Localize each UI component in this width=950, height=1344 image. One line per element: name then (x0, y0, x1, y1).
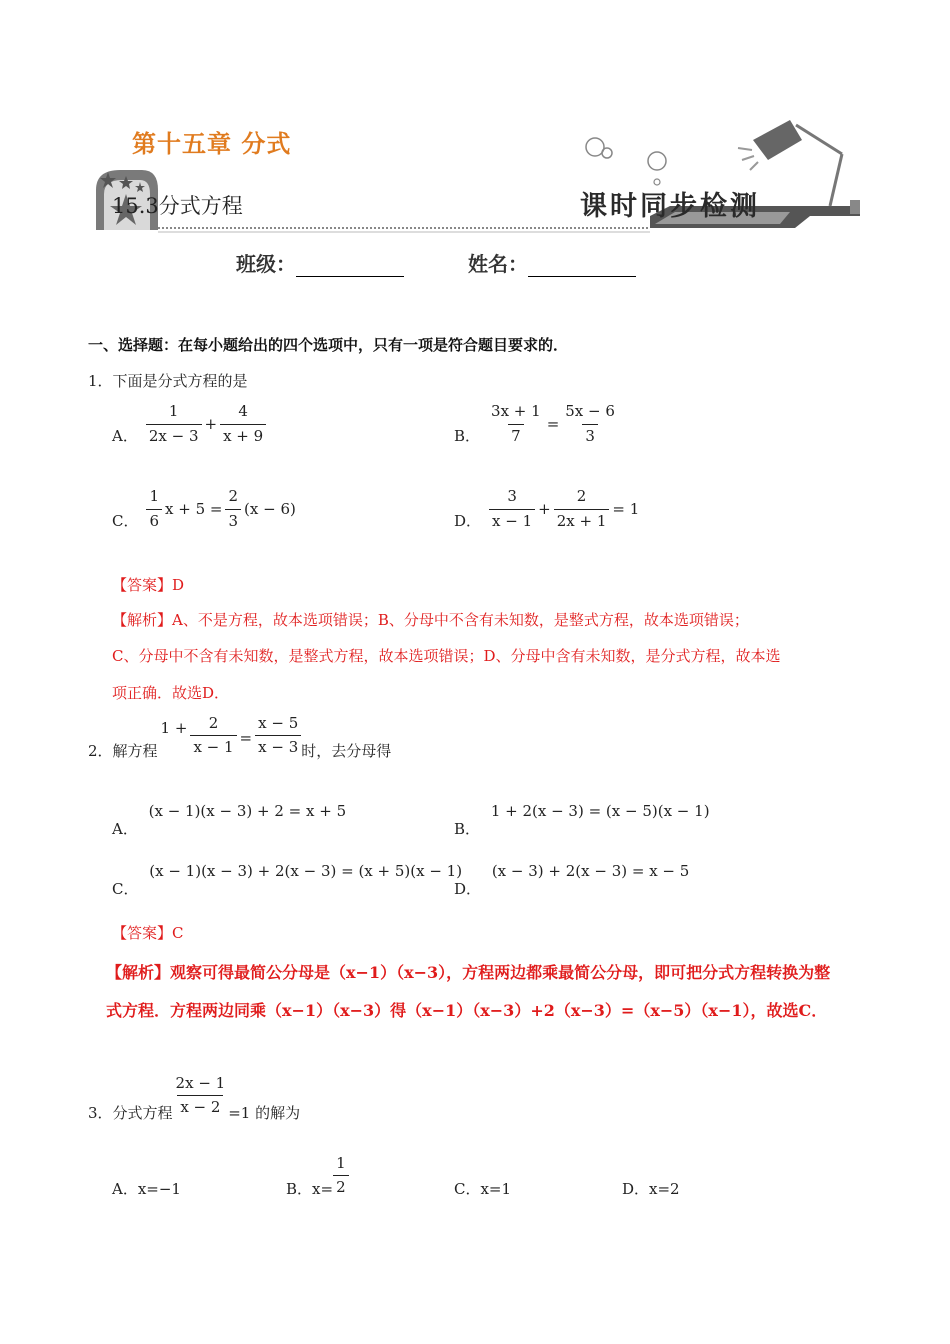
q1-analysis-line1: 【解析】A、不是方程，故本选项错误；B、分母中不含有未知数，是整式方程，故本选项错误； (112, 611, 749, 629)
denominator: 6 (146, 509, 162, 532)
class-blank[interactable] (296, 254, 404, 277)
option-label: D． (454, 880, 482, 898)
denominator: 3 (582, 424, 598, 447)
class-field (236, 248, 404, 277)
name-blank[interactable] (528, 254, 636, 277)
q3-stem-tail: =1 的解为 (228, 1104, 301, 1122)
fraction (173, 1074, 229, 1118)
name-label: 姓名： (468, 252, 528, 276)
q2-answer: 【答案】C (112, 924, 184, 942)
numerator: 1 (149, 487, 160, 505)
fraction (489, 487, 535, 531)
q2-stem-tail: 时，去分母得 (301, 742, 392, 760)
denominator: x + 9 (220, 424, 266, 447)
numerator: 2x − 1 (175, 1073, 226, 1092)
q3-option-a[interactable]: A．x=−1 (112, 1180, 181, 1198)
operator: + (538, 500, 551, 518)
q3-option-b[interactable] (286, 1152, 349, 1199)
fraction (190, 714, 236, 758)
q2-analysis-line1: 【解析】观察可得最简公分母是（x−1）（x−3），方程两边都乘最简公分母，即可把分式方程转换为整 (106, 963, 831, 982)
section-title: 15.3分式方程 (112, 194, 243, 218)
q2-analysis-line2: 式方程．方程两边同乘（x−1）（x−3）得（x−1）（x−3）+2（x−3）=（x−5）（x−1），故选C． (106, 1001, 828, 1020)
option-expression: 1 + 2(x − 3) = (x − 5)(x − 1) (490, 802, 710, 820)
fraction (220, 402, 266, 446)
numerator: 5x − 6 (565, 402, 615, 420)
brand-label: 课时同步检测 (580, 191, 760, 222)
option-label: A． (112, 426, 138, 445)
numerator: 2 (208, 713, 219, 732)
q1-analysis-line2: C、分母中不含有未知数，是整式方程，故本选项错误；D、分母中含有未知数，是分式方程，故本选 (112, 647, 781, 665)
q1-analysis-line3: 项正确．故选D． (112, 684, 230, 702)
q2-option-a[interactable] (112, 800, 347, 838)
fraction (146, 402, 202, 446)
operator: = (546, 415, 560, 433)
q1-answer: 【答案】D (112, 576, 185, 594)
option-expression: (x − 3) + 2(x − 3) = x − 5 (491, 862, 690, 880)
part1-heading: 一、选择题：在每小题给出的四个选项中，只有一项是符合题目要求的． (88, 336, 569, 354)
option-label: C． (112, 880, 139, 898)
fraction (562, 402, 618, 446)
expression-tail: = 1 (612, 500, 640, 518)
numerator: x − 5 (258, 713, 299, 732)
option-label: C． (112, 511, 139, 530)
operator: = (239, 728, 253, 747)
operator: + (204, 415, 218, 433)
fraction (255, 714, 301, 758)
option-expression: (x − 1)(x − 3) + 2 = x + 5 (148, 802, 347, 820)
option-label: A． (112, 820, 138, 838)
q3-option-c[interactable]: C．x=1 (454, 1180, 512, 1198)
q1-option-c[interactable] (112, 487, 299, 531)
numerator: 1 (168, 402, 179, 420)
numerator: 3x + 1 (491, 402, 541, 420)
q1-option-b[interactable] (454, 402, 618, 446)
fraction (146, 487, 162, 531)
fraction (225, 487, 241, 531)
fraction (333, 1154, 349, 1198)
option-label: B．x= (286, 1180, 334, 1198)
numerator: 2 (228, 487, 239, 505)
equation-lead: 1 + (160, 718, 188, 737)
denominator: 2 (333, 1175, 349, 1198)
numerator: 1 (336, 1153, 346, 1172)
denominator: 2x − 3 (146, 424, 202, 447)
name-field (468, 248, 636, 277)
denominator: x − 2 (177, 1095, 223, 1118)
option-label: B． (454, 426, 481, 445)
q1-stem: 1．下面是分式方程的是 (88, 372, 248, 390)
q2-option-b[interactable] (454, 800, 710, 838)
q2-option-d[interactable] (454, 860, 690, 898)
q3-stem (88, 1068, 300, 1123)
expression-middle: x + 5 = (165, 500, 223, 518)
denominator: 3 (225, 509, 241, 532)
option-expression: (x − 1)(x − 3) + 2(x − 3) = (x + 5)(x − 1) (149, 862, 463, 880)
numerator: 3 (507, 487, 517, 505)
q1-option-a[interactable] (112, 402, 266, 446)
denominator: 7 (508, 424, 524, 447)
numerator: 4 (238, 402, 248, 420)
numerator: 2 (576, 487, 587, 505)
option-label: B． (454, 820, 481, 838)
fraction (488, 402, 544, 446)
option-label: D． (454, 511, 482, 530)
denominator: x − 1 (489, 509, 535, 532)
class-label: 班级： (236, 252, 296, 276)
q3-option-d[interactable]: D．x=2 (622, 1180, 680, 1198)
denominator: x − 3 (255, 735, 301, 758)
q3-stem-text: 3．分式方程 (88, 1104, 173, 1122)
fraction (554, 487, 610, 531)
expression-tail: (x − 6) (244, 500, 296, 518)
q2-stem-text: 2．解方程 (88, 742, 158, 760)
q2-stem (88, 714, 391, 761)
denominator: x − 1 (190, 735, 236, 758)
denominator: 2x + 1 (554, 509, 610, 532)
q2-option-c[interactable] (112, 860, 463, 898)
q1-option-d[interactable] (454, 487, 642, 531)
chapter-title: 第十五章 分式 (132, 129, 292, 158)
